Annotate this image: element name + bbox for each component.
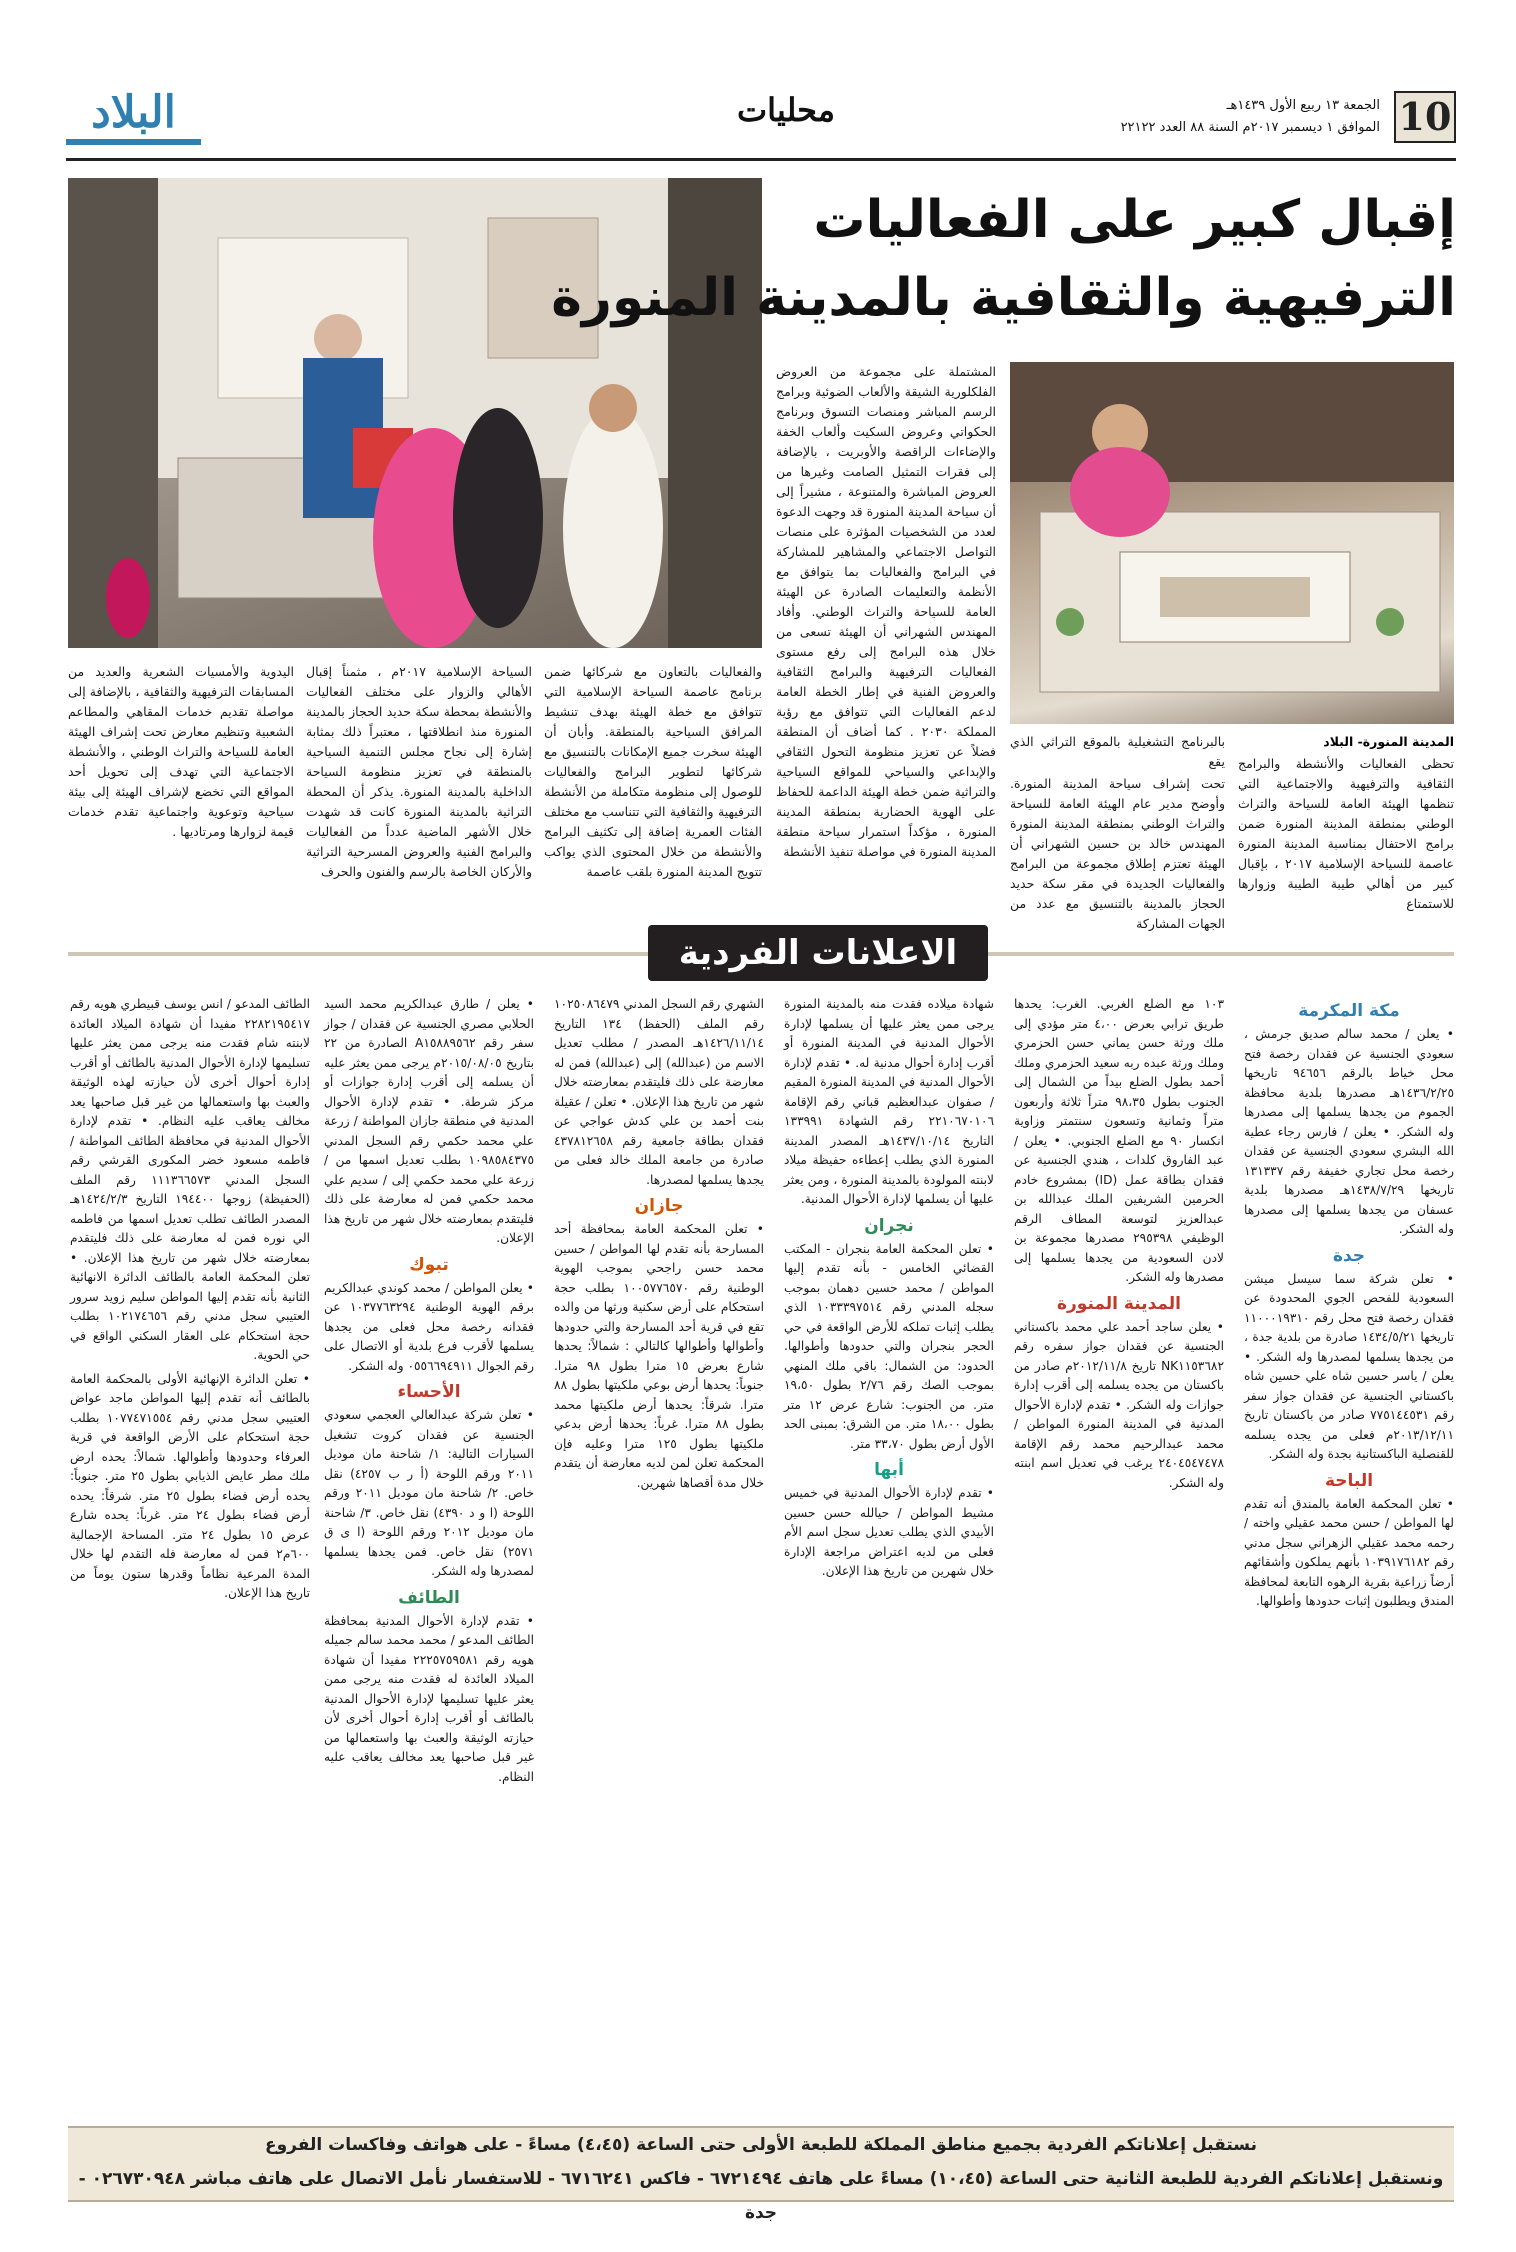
article-col-1-wrap xyxy=(1238,732,1454,916)
ads-city-jazan: جازان xyxy=(634,1196,684,1216)
ads-text: شهادة ميلاده فقدت منه بالمدينة المنورة يرجى ممن يعثر عليها أن يسلمها لإدارة الأحوال المدنية في المدينة المنورة أو أقرب إدارة أحوال مدنية له. • تقدم لإدارة الأحوال المدنية في المدينة المنورة المقيم / صفوان عبدالعظيم قباني رقم الإقامة ٢٢١٠٦٧٠١٠٦ رقم الشهادة ١٣٣٩٩١ التاريخ ١٤٣٧/١٠/١٤هـ المصدر المدينة المنورة الذي يطلب إعطاءه حفيظة ميلاد لابنته المولودة بالمدينة المنورة ، ومن يعثر عليها أن يسلمها لإدارة الأحوال المدنية. xyxy=(784,997,994,1206)
ads-column-5 xyxy=(324,995,534,1791)
ads-city-albaha: الباحة xyxy=(1324,1470,1374,1491)
ads-text: • تعلن الدائرة الإنهائية الأولى بالمحكمة العامة بالطائف أنه تقدم إليها المواطن ماجد عواض العتيبي سجل مدني رقم ١٠٧٧٤٧١٥٥٤ بطلب حجة استحكام على الأرض الواقعة في قرية العرفاء وحدودها وأطوالها. شمالاً: يحده ارض ملك مطر عايض الذيابي بطول ٢٥ متر. جنوباً: يحده أرض فضاء بطول ٢٥ متر. شرقاً: يحده أرض فضاء بطول ٢٤ متر. غرباً: يحده شارع عرض ١٥ بطول ٢٤ متر. المساحة الإجمالية ٦٠٠م٢ فمن له معارضة فله التقدم لها خلال المدة المرعية نظاماً وقدرها ستون يوماً من تاريخ هذا الإعلان. xyxy=(70,1371,311,1600)
ads-text: • تعلن المحكمة العامة بالمندق أنه تقدم لها المواطن / حسن محمد عقيلي واخته / رحمه محمد عقيلي الزهراني سجل مدني رقم ١٠٣٩١٧٦١٨٢ بأنهم يملكون وأشقائهم أرضاً زراعية بقرية الرهوه التابعة لمحافظة المندق ويطلبون إثبات حدودها وأطوالها. xyxy=(1244,1496,1455,1608)
issue-info xyxy=(1121,95,1380,139)
masthead xyxy=(66,85,1456,153)
photo-caption-right: بالبرنامج التشغيلية بالموقع التراثي الذي يقع xyxy=(1010,734,1225,769)
article-col-5: السياحة الإسلامية ٢٠١٧م ، مثمناً إقبال الأهالي والزوار على مختلف الفعاليات والأنشطة بمحطة سكة حديد الحجاز بالمدينة المنورة منذ انطلاقتها ، معتبراً ذلك بمثابة إشارة إلى نجاح مجلس التنمية السياحية بالمنطقة في تعزيز منظومة السياحة الداخلية بالمدينة المنورة. يذكر أن المحطة التراثية بالمدينة المنورة كانت قد شهدت خلال الأشهر الماضية عدداً من الفعاليات والبرامج الفنية والعروض المسرحية التراثية والأركان الخاصة بالرسم والفنون والحرف xyxy=(306,664,532,879)
ads-text: • تعلن شركة عبدالعالي العجمي سعودي الجنسية عن فقدان كروت تشغيل السيارات التالية: ١/ شاحنة مان موديل ٢٠١١ ورقم اللوحة (أ ر ب ٤٢٥٧) نقل خاص. ٢/ شاحنة مان موديل ٢٠١١ ورقم اللوحة (ا و د ٤٣٩٠) نقل خاص. ٣/ شاحنة مان موديل ٢٠١٢ ورقم اللوحة (ا ى ق ٢٥٧١) نقل خاص. فمن يجدها يسلمها لمصدرها وله الشكر. xyxy=(324,1408,535,1578)
newspaper-logo: البلاد xyxy=(66,85,201,145)
ads-text: • تقدم لإدارة الأحوال المدنية بمحافظة الطائف المدعو / محمد محمد سالم جميله هويه رقم ٢٢٢٥٧٥٩٥٨١ مفيدا أن شهادة الميلاد العائدة له فقدت منه يرجى ممن يعثر عليها تسليمها لإدارة الأحوال المدنية بالطائف أو أقرب إدارة أحوال أخرى لأن حيازته الوثيقة والعبث بها واستعمالها من غير قبل صاحبها يعد مخالف يعاقب عليه النظام. xyxy=(324,1613,534,1784)
classified-ads-title: الاعلانات الفردية xyxy=(648,925,988,981)
masthead-rule xyxy=(66,158,1456,161)
ads-city-jeddah: جدة xyxy=(1332,1245,1366,1266)
ads-column-3 xyxy=(784,995,994,1586)
ads-text: الطائف المدعو / انس يوسف قبيطري هويه رقم ٢٢٨٢١٩٥٤١٧ مفيدا أن شهادة الميلاد العائدة لابنته شام فقدت منه يرجى ممن يعثر عليها تسليمها لإدارة الأحوال المدنية بالطائف أو أقرب إدارة أحوال أخرى لأن حيازته لهذه الوثيقة والعبث بها واستعمالها من غير قبل صاحبها يعد مخالف يعاقب عليه النظام. • تقدم لإدارة الأحوال المدنية في محافظة الطائف المواطنة / فاطمه مسعود خضر المكورى القرشي رقم السجل المدني ١١١٣٦٦٥٧٣ رقم الملف (الحفيظة) زوجها ١٩٤٤٠٠ التاريخ ١٤٢٤/٢/٣هـ المصدر الطائف تطلب تعديل اسمها من فاطمه الي نوره فمن له معارضة على ذلك فليتقدم بمعارضته خلال شهر من تاريخ هذا الإعلان. • تعلن المحكمة العامة بالطائف الدائرة الانهائية الثانية بأنه تقدم إليها المواطن سليم زويد سرور العتيبي سجل مدني رقم ١٠٢١٧٤٦٥٦ بطلب حجة استحكام على العقار السكني الواقع في حي الحوية. xyxy=(70,997,310,1362)
classified-ads-banner xyxy=(68,925,1454,981)
ads-text: • يعلن المواطن / محمد كوندي عبدالكريم برقم الهوية الوطنية ١٠٣٧٧٦٣٢٩٤ عن فقدانه رخصة محل فعلى من يجدها يسلمها لأقرب فرع بلدية أو الاتصال على رقم الجوال ٠٥٥٦٦٩٤٩١١ وله الشكر. xyxy=(324,1280,534,1373)
footer-line-2: ونستقبل إعلاناتكم الفردية للطبعة الثانية حتى الساعة (١٠،٤٥) مساءً على هاتف ٦٧٢١٤٩٤ - فاكس ٦٧١٦٢٤١ - للاستفسار نأمل الاتصال على هاتف مباشر ٠٢٦٧٣٠٩٤٨ - جدة xyxy=(78,2169,1444,2223)
ads-column-2 xyxy=(1014,995,1224,1497)
article-dateline: المدينة المنورة- البلاد xyxy=(1323,734,1454,749)
ads-text: • تعلن المحكمة العامة بنجران - المكتب القضائي الخامس - بأنه تقدم إليها المواطن / محمد حسين دهمان بموجب سجله المدني رقم ١٠٣٣٣٩٧٥١٤ الذي يطلب إثبات تملكه للأرض الواقعة في حي الحجر بنجران والتي حدودها وأطوالها. الحدود: من الشمال: باقي ملك المنهي بموجب الصك رقم ٢/٧٦ بطول ١٩،٥٠ متر. من الجنوب: شارع عرض ١٢ متر بطول ١٨،٠٠ متر. من الشرق: بمبنى الحد الأول أرض بطول ٣٣،٧٠ متر. xyxy=(784,1241,995,1451)
railway-model-illustration xyxy=(1010,362,1454,724)
ads-city-madinah: المدينة المنورة xyxy=(1056,1293,1181,1314)
ads-footer-band xyxy=(68,2126,1454,2223)
footer-line-1: نستقبل إعلاناتكم الفردية بجميع مناطق المملكة للطبعة الأولى حتى الساعة (٤،٤٥) مساءً - على هواتف وفاكسات الفروع xyxy=(265,2135,1257,2155)
article-col-6: اليدوية والأمسيات الشعرية والعديد من المسابقات الترفيهية والثقافية ، بالإضافة إلى مواصلة تقديم خدمات المقاهي والمطاعم الشعبية وتنظيم معارض تحت إشراف الهيئة العامة للسياحة والتراث الوطني ، والأنشطة الاجتماعية التي تهدف إلى تحويل أحد المواقع التي تخضع لإشراف الهيئة إلى بيئة سياحية وتوعوية واجتماعية تقدم خدمات قيمة لزوارها ومرتاديها . xyxy=(68,664,294,839)
ads-text: • تقدم لإدارة الأحوال المدنية في خميس مشيط المواطن / حيالله حسن حسين الأبيدي الذي يطلب تعديل سجل اسم الأم فعلى من لديه اعتراض مراجعة الإدارة خلال شهرين من تاريخ هذا الإعلان. xyxy=(784,1486,994,1578)
museum-visitors-photo xyxy=(68,178,762,648)
article-col-4: والفعاليات بالتعاون مع شركائها ضمن برنامج عاصمة السياحة الإسلامية التي تتوافق مع خطة الهيئة بهدف تنشيط المرافق السياحية بالمنطقة. وأبان أن الهيئة سخرت جميع الإمكانات بالتنسيق مع شركائها لتطوير البرامج والفعاليات للوصول إلى منظومة متكاملة من الأنشطة الترفيهية والثقافية التي تتناسب مع مختلف الفئات العمرية إضافة إلى تكثيف البرامج والأنشطة من خلال المحتوى الذي يواكب تتويج المدينة المنورة بلقب عاصمة xyxy=(544,664,762,879)
ads-text: ١٠٣ مع الضلع الغربي. الغرب: يحدها طريق ترابي بعرض ٤،٠٠ متر مؤدي إلى ملك ورثة حسن يماني حسن الحزمري وملك ورثة عبده ربه سعيد الحزمري وملك أحمد بطول الضلع بيداً من الشمال إلى الجنوب بطول ٩٨،٣٥ متراً ثلاثة وأربعون متراً وثمانية وتسعون سنتمتر وزاوية انكسار ٩٠ مع الضلع الجنوبي. • يعلن / عبد الفاروق كلدات ، هندي الجنسية عن فقدان بطاقة عمل (ID) بمشروع خادم الحرمين الشريفين الملك عبدالله بن عبدالعزيز لتوسعة المطاف الرقم الوظيفي ٢٩٥٣٩٨ مصدرها مجموعة بن لادن السعودية من يجدها يسلمها إلى مصدرها وله الشكر. xyxy=(1014,997,1224,1284)
issue-number-line: الموافق ١ ديسمبر ٢٠١٧م السنة ٨٨ العدد ٢٢١٢٢ xyxy=(1120,120,1380,135)
article-col-1: تحظى الفعاليات والأنشطة والبرامج الثقافية والترفيهية والاجتماعية التي تنظمها الهيئة العامة للسياحة والتراث الوطني بمنطقة المدينة المنورة ضمن برامج الاحتفال بمناسبة المدينة المنورة عاصمة للسياحة الإسلامية ٢٠١٧ ، بإقبال كبير من أهالي طيبة الطيبة وزوارها للاستمتاع xyxy=(1238,756,1454,911)
section-title: محليات xyxy=(737,91,835,129)
issue-date-line: الجمعة ١٣ ربيع الأول ١٤٣٩هـ xyxy=(1226,98,1380,113)
railway-model-photo xyxy=(1010,362,1454,724)
ads-text: • يعلن / محمد سالم صديق جرمش ، سعودي الجنسية عن فقدان رخصة فتح محل خياط بالرقم ٩٤٦٥٦ تاريخها ١٤٣٦/٢/٢٥هـ مصدرها بلدية محافظة الجموم من يجدها يسلمها إلى مصدرها وله الشكر. • يعلن / فارس رجاء عطية الله البشري سعودي الجنسية عن فقدان رخصة محل تجاري خفيفة رقم ١٣١٣٣٧ تاريخها ١٤٣٨/٧/٢٩هـ مصدرها بلدية عسفان من يجدها يسلمها إلى مصدرها وله الشكر. xyxy=(1244,1027,1454,1236)
headline-line-2: الترفيهية والثقافية بالمدينة المنورة xyxy=(551,268,1456,328)
ads-text: • يعلن / طارق عبدالكريم محمد السيد الحلابي مصري الجنسية عن فقدان / جواز سفر رقم A١٥٨٨٩٥٦٢ الصادرة من ٢٢ بتاريخ ٢٠١٥/٠٨/٠٥م يرجى ممن يعثر عليه أن يسلمه إلى أقرب إدارة جوازات أو مركز شرطة. • تقدم لإدارة الأحوال المدنية في منطقة جازان المواطنة / زرعة علي محمد حكمي رقم السجل المدني ١٠٩٨٥٨٤٣٧٥ بطلب تعديل اسمها من / زرعة علي محمد حكمي إلى / سديم علي محمد حكمي فمن له معارضة على ذلك فليتقدم بمعارضته خلال شهر من تاريخ هذا الإعلان. xyxy=(324,997,534,1245)
ads-city-abha: أبها xyxy=(874,1460,904,1480)
ads-text: • يعلن ساجد أحمد علي محمد باكستاني الجنسية عن فقدان جواز سفره رقم NK١١٥٣٦٨٢ تاريخ ٢٠١٢/١١/٨م صادر من باكستان من يجده يسلمه إلى أقرب إدارة جوازات وله الشكر. • تقدم لإدارة الأحوال المدنية في المدينة المنورة المواطن / محمد عبدالرحيم محمد رقم الإقامة ٢٤٠٤٥٤٧٤٧٨ يرغب في تعديل اسم ابنته وله الشكر. xyxy=(1014,1319,1224,1490)
ads-column-4 xyxy=(554,995,764,1497)
article-col-2: تحت إشراف سياحة المدينة المنورة. وأوضح مدير عام الهيئة العامة للسياحة والتراث الوطني بمنطقة المدينة المنورة المهندس خالد بن حسين الشهراني أن الهيئة تعتزم إطلاق مجموعة من البرامج والفعاليات الجديدة في مقر سكة حديد الحجاز بالمدينة بالتنسيق مع عدد من الجهات المشاركة xyxy=(1010,776,1225,931)
article-col-3: المشتملة على مجموعة من العروض الفلكلورية الشيقة والألعاب الضوئية وبرامج الرسم المباشر ومنصات التسوق وبرنامج الحكواتي وعروض السكيت وألعاب الخفة والإضاءات الراقصة والأوبريت ، بالإضافة إلى فقرات التمثيل الصامت وغيرها من العروض المباشرة والمتنوعة ، مشيراً إلى أن سياحة المدينة المنورة قد وجهت الدعوة لعدد من الشخصيات المؤثرة على منصات التواصل الاجتماعي والمشاهير للمشاركة في البرامج والفعاليات بما يتوافق مع الأنظمة والتعليمات الصادرة عن الهيئة العامة للسياحة والتراث الوطني. وأفاد المهندس الشهراني أن الهيئة تسعى من خلال هذه البرامج إلى رفع مستوى الفعاليات الترفيهية والبرامج الثقافية والعروض الفنية في إطار الخطة العامة لدعم الفعاليات التي تتوافق مع رؤية المملكة ٢٠٣٠ . كما أضاف أن المنطقة فضلاً عن تعزيز منظومة التحول الثقافي والإبداعي والسياحي للمواقع السياحية والتراثية ضمن خطة الهيئة الداعمة للحفاظ على الهوية الحضارية بمنطقة المدينة المنورة ، مؤكداً استمرار سياحة منطقة المدينة المنورة في مواصلة تنفيذ الأنشطة xyxy=(776,364,996,859)
ads-city-tabuk: تبوك xyxy=(409,1254,449,1275)
ads-column-1 xyxy=(1244,995,1454,1616)
museum-visitors-illustration xyxy=(68,178,762,648)
ads-text: • تعلن المحكمة العامة بمحافظة أحد المسارحة بأنه تقدم لها المواطن / حسين محمد حسن راجحي بموجب الهوية الوطنية رقم ١٠٠٥٧٧٦٥٧٠ بطلب حجة استحكام على أرض سكنية ورثها من والده تقع في قرية أحد المسارحة والتي حدودها وأطوالها وأطوالها كالتالي : شمالاً: يحدها شارع بعرض ١٥ مترا بطول ٩٨ مترا. جنوباً: يحدها أرض بوعي ملكيتها بطول ٨٨ مترا. شرقاً: يحدها أرض ملكيتها محمد بطول ٨٨ مترا. غرباً: يحدها أرض بدعي ملكيتها بطول ١٢٥ مترا وعليه فإن المحكمة تعلن لمن لديه معارضة أن يتقدم خلال مدة أقصاها شهرين. xyxy=(554,1222,765,1490)
ads-text: الشهري رقم السجل المدني ١٠٢٥٠٨٦٤٧٩ رقم الملف (الحفظ) ١٣٤ التاريخ ١٤٢٦/١١/١٤هـ المصدر / مطلب تعديل الاسم من (عبدالله) إلى (عبدالله) فمن له معارضة على ذلك فليتقدم بمعارضته خلال شهر من تاريخ هذا الإعلان. • تعلن / عقيلة بنت أحمد بن علي كدش عواجي عن فقدان بطاقة جامعية رقم ٤٣٧٨١٢٦٥٨ صادرة من جامعة الملك خالد فعلى من يجدها يسلمها لمصدرها. xyxy=(554,997,764,1187)
ads-city-makkah: مكة المكرمة xyxy=(1298,1001,1400,1021)
ads-city-najran: نجران xyxy=(864,1215,914,1236)
ads-text: • تعلن شركة سما سيسل ميشن السعودية للفحص الجوي المحدودة عن فقدان رخصة فتح محل رقم ١١٠٠٠١٩٣١٠ تاريخها ١٤٣٤/٥/٢١ صادرة من بلدية جدة ، من يجدها يسلمها لمصدرها وله الشكر. • يعلن / ياسر حسين شاه علي حسين شاه باكستاني الجنسية عن فقدان جواز سفر رقم ٧٧٥١٤٤٥٣١ صادر من باكستان تاريخ ٢٠١٣/١٢/١١م فعلى من يجده يسلمه للقنصلية الباكستانية بجدة وله الشكر. xyxy=(1244,1271,1454,1461)
headline-line-1: إقبال كبير على الفعاليات xyxy=(813,190,1456,250)
page-number: 10 xyxy=(1394,91,1456,143)
article-caption-column xyxy=(1010,732,1225,936)
ads-city-alahsa: الأحساء xyxy=(397,1382,461,1402)
ads-column-6 xyxy=(70,995,310,1608)
ads-city-taif: الطائف xyxy=(398,1587,460,1608)
